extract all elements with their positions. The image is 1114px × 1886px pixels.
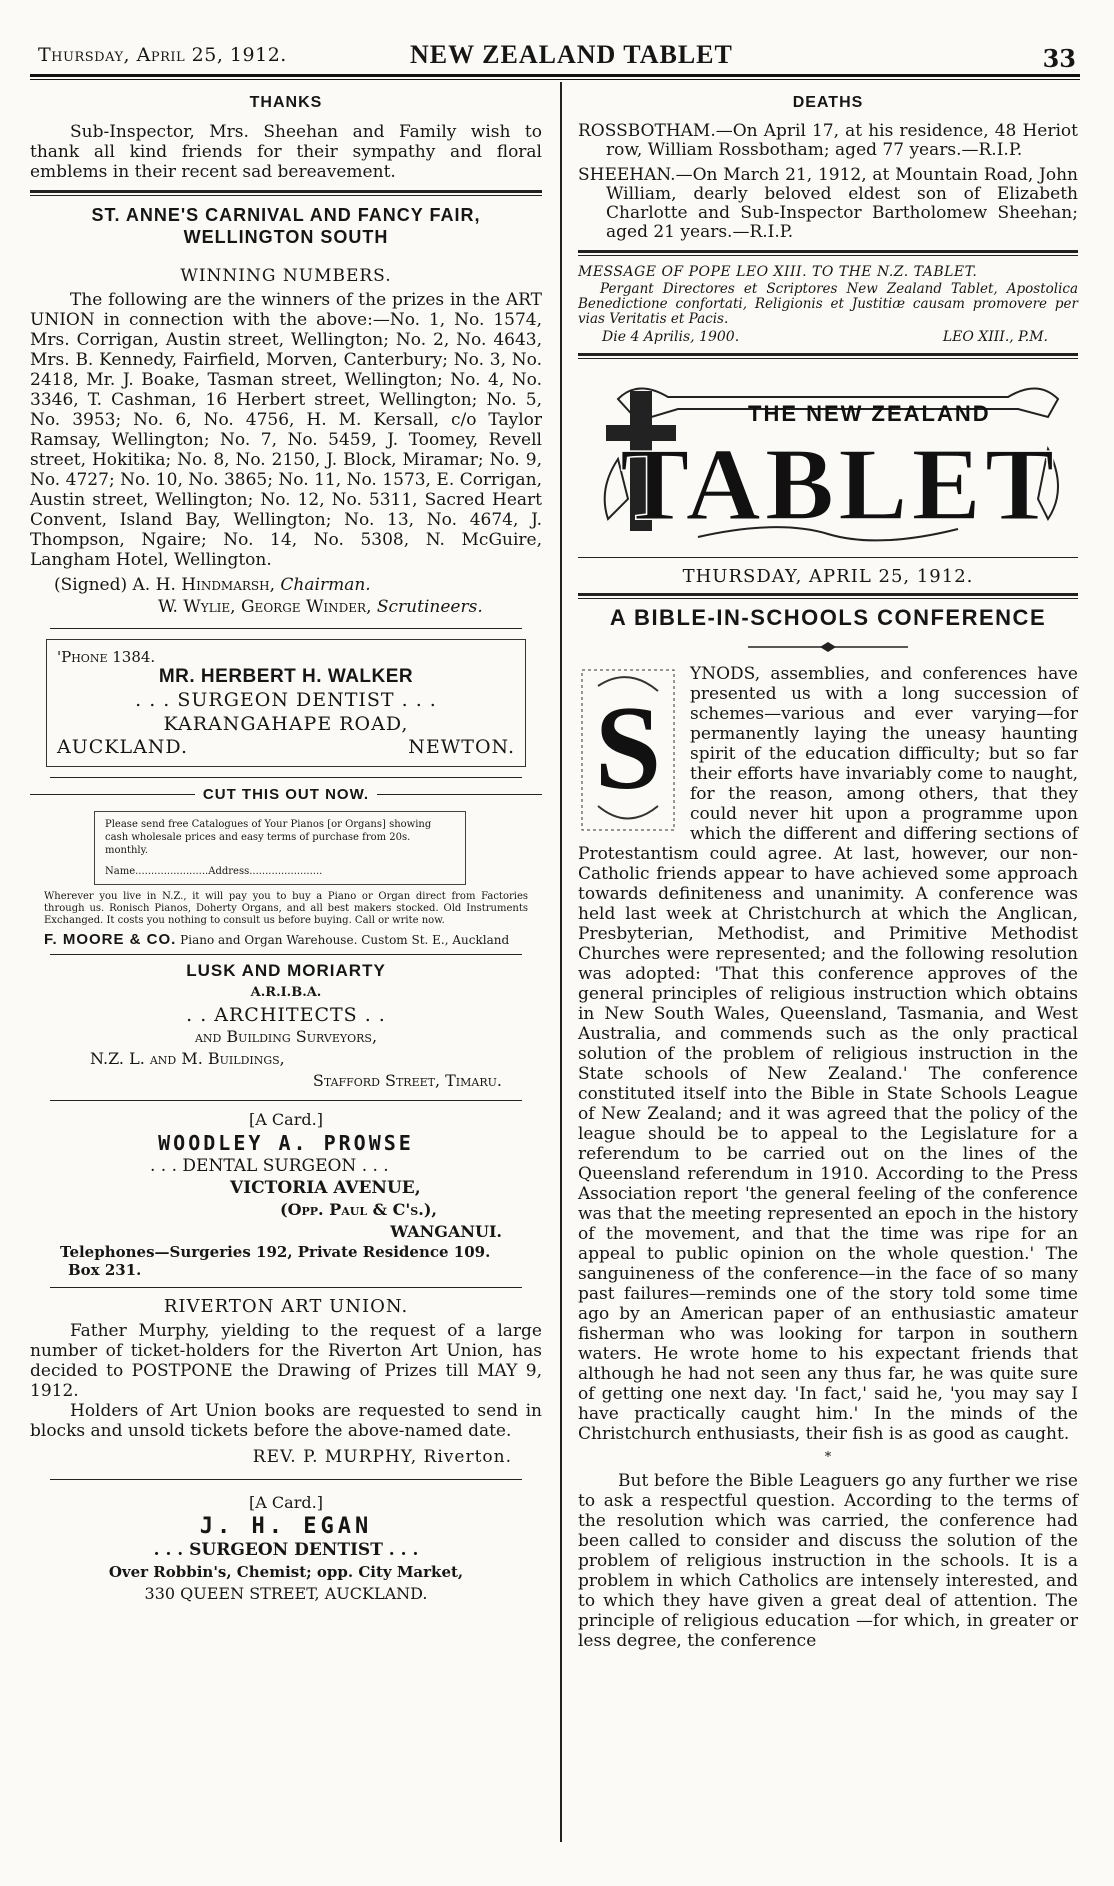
walker-street: KARANGAHAPE ROAD, — [163, 713, 409, 735]
walker-name: MR. HERBERT H. WALKER — [158, 666, 414, 687]
egan-name: J. H. EGAN — [199, 1514, 373, 1539]
deaths-notice — [578, 94, 1078, 242]
scrutineers-names: W. Wylie, George Winder, — [158, 597, 372, 617]
divider — [50, 628, 522, 629]
moore-advert — [30, 786, 542, 948]
woodley-phones: Telephones—Surgeries 192, Private Residence 109. — [60, 1243, 491, 1261]
drop-cap-ornament — [578, 666, 678, 834]
carnival-heading — [30, 204, 542, 248]
winning-numbers-heading: WINNING NUMBERS. — [180, 266, 392, 286]
carnival-signed — [30, 574, 542, 596]
carnival-heading-line1: ST. ANNE'S CARNIVAL AND FANCY FAIR, — [91, 205, 481, 225]
egan-advert — [30, 1492, 542, 1605]
scrutineers-role: Scrutineers. — [376, 597, 483, 617]
heading-ornament — [578, 637, 1078, 656]
article-separator: * — [824, 1450, 832, 1465]
message-signature: LEO XIII., P.M. — [942, 329, 1048, 345]
woodley-profession: . . . DENTAL SURGEON . . . — [150, 1156, 389, 1176]
death-entry: SHEEHAN.—On March 21, 1912, at Mountain Road, John William, dearly beloved eldest son of Elizabeth Charlotte and Sub-Inspector Bartholomew Sheehan; aged 21 years.—R.I.P. — [578, 165, 1078, 242]
publication-title: NEW ZEALAND TABLET — [410, 40, 733, 69]
lusk-profession: . . ARCHITECTS . . — [186, 1004, 386, 1026]
cut-line-left — [30, 794, 195, 795]
lusk-name: LUSK AND MORIARTY — [186, 961, 386, 980]
lusk-street: Stafford Street, Timaru. — [312, 1071, 502, 1090]
header-rule — [30, 74, 1080, 80]
egan-profession: . . . SURGEON DENTIST . . . — [153, 1540, 419, 1560]
divider — [578, 557, 1078, 558]
signed-name: A. H. Hindmarsh, — [132, 575, 276, 595]
divider — [578, 593, 1078, 599]
deaths-heading: DEATHS — [792, 94, 864, 111]
cut-out-heading — [30, 786, 542, 803]
egan-address1: Over Robbin's, Chemist; opp. City Market, — [108, 1563, 464, 1581]
woodley-advert — [30, 1109, 542, 1279]
drop-cap — [578, 666, 678, 834]
masthead-artwork — [578, 369, 1078, 549]
header-date: Thursday, April 25, 1912. — [38, 44, 287, 66]
woodley-name: WOODLEY A. PROWSE — [158, 1131, 414, 1155]
pope-message — [578, 264, 1078, 345]
message-body: Pergant Directores et Scriptores New Zealand Tablet, Apostolica Benedictione confortati, Religionis et Justitiæ causam promovere per vias Veritatis et Pacis. — [578, 281, 1078, 327]
walker-city: AUCKLAND. — [57, 736, 189, 758]
lusk-building: N.Z. L. and M. Buildings, — [90, 1049, 285, 1068]
message-date: Die 4 Aprilis, 1900. — [602, 329, 740, 345]
divider — [50, 954, 522, 955]
message-signoff — [578, 329, 1078, 345]
walker-profession: . . . SURGEON DENTIST . . . — [135, 689, 437, 711]
carnival-notice — [30, 204, 542, 618]
divider — [50, 1479, 522, 1480]
masthead-date: THURSDAY, APRIL 25, 1912. — [682, 566, 974, 587]
egan-card-label: [A Card.] — [249, 1493, 323, 1512]
moore-fine-print: Wherever you live in N.Z., it will pay you to buy a Piano or Organ direct from Factories through us. Ronisch Pianos, Doherty Organs, and all best makers stocked. Old Instruments Exchanged. It costs you nothing to consult us before buying. Call or write now. — [44, 891, 528, 926]
thanks-text: Sub-Inspector, Mrs. Sheehan and Family wish to thank all kind friends for their sympathy and floral emblems in their recent sad bereavement. — [30, 122, 542, 182]
editorial-article — [578, 605, 1078, 1651]
walker-phone: 'Phone 1384. — [57, 648, 156, 666]
cut-out-label: CUT THIS OUT NOW. — [202, 786, 370, 803]
divider — [50, 1287, 522, 1288]
coupon-text: Please send free Catalogues of Your Pianos [or Organs] showing cash wholesale prices and easy terms of purchase from 20s. monthly. — [105, 819, 432, 856]
woodley-card-label: [A Card.] — [249, 1110, 323, 1129]
lusk-advert — [30, 961, 542, 1092]
divider — [578, 353, 1078, 359]
lusk-qualification: A.R.I.B.A. — [250, 985, 322, 1000]
death-entry: ROSSBOTHAM.—On April 17, at his residence, 48 Heriot row, William Rossbotham; aged 77 years.—R.I.P. — [578, 121, 1078, 160]
signed-role: Chairman. — [280, 575, 371, 595]
riverton-heading: RIVERTON ART UNION. — [163, 1296, 409, 1317]
riverton-notice — [30, 1296, 542, 1467]
column-divider — [560, 82, 562, 1842]
left-column — [30, 86, 542, 1605]
riverton-para2: Holders of Art Union books are requested to send in blocks and unsold tickets before the above-named date. — [30, 1401, 542, 1441]
egan-address2: 330 QUEEN STREET, AUCKLAND. — [144, 1584, 428, 1603]
tablet-masthead — [578, 369, 1078, 549]
riverton-para1: Father Murphy, yielding to the request of a large number of ticket-holders for the Riverton Art Union, has decided to POSTPONE the Drawing of Prizes till MAY 9, 1912. — [30, 1321, 542, 1401]
walker-advert — [46, 639, 526, 767]
drop-cap-letter: S — [594, 681, 662, 814]
ornament-rule-icon — [748, 642, 908, 652]
woodley-city: WANGANUI. — [390, 1222, 502, 1241]
thanks-heading: THANKS — [249, 94, 323, 111]
carnival-heading-line2: WELLINGTON SOUTH — [183, 227, 389, 247]
masthead-title: TABLET — [620, 427, 1059, 542]
divider — [50, 1100, 522, 1101]
woodley-street: VICTORIA AVENUE, — [230, 1178, 421, 1198]
message-heading: MESSAGE OF POPE LEO XIII. TO THE N.Z. TABLET. — [578, 264, 978, 280]
coupon-name-line: Name.......................Address....................... — [105, 866, 323, 877]
moore-address: Piano and Organ Warehouse. Custom St. E., Auckland — [180, 933, 510, 947]
catalogue-coupon — [94, 811, 466, 885]
article-para1: YNODS, assemblies, and conferences have presented us with a long succession of schemes—various and ever varying—for permanently laying the uneasy haunting spirit of the education difficulty; but so far their efforts have invariably come to naught, for the reason, among others, that they could never hit upon a programme upon which the different and differing sections of Protestantism could agree. At last, however, our non-Catholic friends appear to have achieved some approach towards definiteness and unanimity. A conference was held last week at Christchurch at which the Anglican, Presbyterian, Methodist, and Primitive Methodist Churches were represented; and the following resolution was adopted: 'That this conference approves of the general principles of religious instruction which obtains in New South Wales, Queensland, Tasmania, and West Australia, and commends such as the only practical solution of the problem of religious instruction in the State schools of New Zealand.' The conference constituted itself into the Bible in State Schools League of New Zealand; and it was agreed that the policy of the league should be to appeal to the Legislature for a referendum to be carried out on the lines of the Queensland referendum in 1910. According to the Press Association report 'the general feeling of the conference was that the meeting represented an epoch in the history of the movement, and that the time was ripe for an appeal to public opinion on the whole question.' The sanguineness of the conference—in the face of so many past failures—reminds one of the story told some time ago by an American paper of an enthusiastic amateur fisherman who was looking for tarpon in southern waters. He wrote home to his expectant friends that although he had not seen any thus far, he was quite sure of getting one next day. 'In fact,' said he, 'you may say I have practically caught him.' In the minds of the Christchurch enthusiasts, their fish is as good as caught. — [578, 664, 1078, 1444]
lusk-profession2: and Building Surveyors, — [194, 1027, 378, 1046]
article-heading: A BIBLE-IN-SCHOOLS CONFERENCE — [609, 605, 1047, 630]
walker-location — [57, 736, 515, 758]
riverton-signature: REV. P. MURPHY, Riverton. — [252, 1447, 512, 1467]
masthead-banner: THE NEW ZEALAND — [748, 401, 991, 426]
right-column — [578, 86, 1078, 1651]
page-number: 33 — [1042, 44, 1076, 73]
moore-firm-line — [44, 931, 528, 948]
divider — [30, 190, 542, 196]
woodley-box: Box 231. — [68, 1261, 142, 1279]
walker-suburb: NEWTON. — [408, 736, 515, 758]
moore-firm: F. MOORE & CO. — [44, 931, 177, 948]
signed-label: (Signed) — [54, 575, 128, 595]
divider — [578, 250, 1078, 256]
thanks-notice — [30, 94, 542, 182]
woodley-opposite: (Opp. Paul & C's.), — [280, 1200, 437, 1219]
article-para2: But before the Bible Leaguers go any further we rise to ask a respectful question. According to the terms of the resolution which was carried, the conference had been called to consider and discuss the solution of the problem of religious instruction in the schools. It is a problem in which Catholics are intensely interested, and to which they have given a great deal of attention. The principle of religious education —for which, in greater or less degree, the conference — [578, 1471, 1078, 1651]
cut-line-right — [377, 794, 542, 795]
carnival-text: The following are the winners of the prizes in the ART UNION in connection with the above:—No. 1, No. 1574, Mrs. Corrigan, Austin street, Wellington; No. 2, No. 4643, Mrs. B. Kennedy, Fairfield, Morven, Canterbury; No. 3, No. 2418, Mr. J. Boake, Tasman street, Wellington; No. 4, No. 3346, T. Cashman, 16 Herbert street, Wellington; No. 5, No. 3953; No. 6, No. 4756, H. M. Kersall, c/o Taylor Ramsay, Wellington; No. 7, No. 5459, J. Toomey, Revell street, Hokitika; No. 8, No. 2150, J. Block, Miramar; No. 9, No. 4727; No. 10, No. 3865; No. 11, No. 1573, E. Corrigan, Austin street, Wellington; No. 12, No. 5311, Sacred Heart Convent, Island Bay, Wellington; No. 13, No. 4674, J. Thompson, Ngaire; No. 14, No. 5308, N. McGuire, Langham Hotel, Wellington. — [30, 290, 542, 570]
carnival-scrutineers — [30, 596, 542, 618]
divider — [50, 777, 522, 778]
